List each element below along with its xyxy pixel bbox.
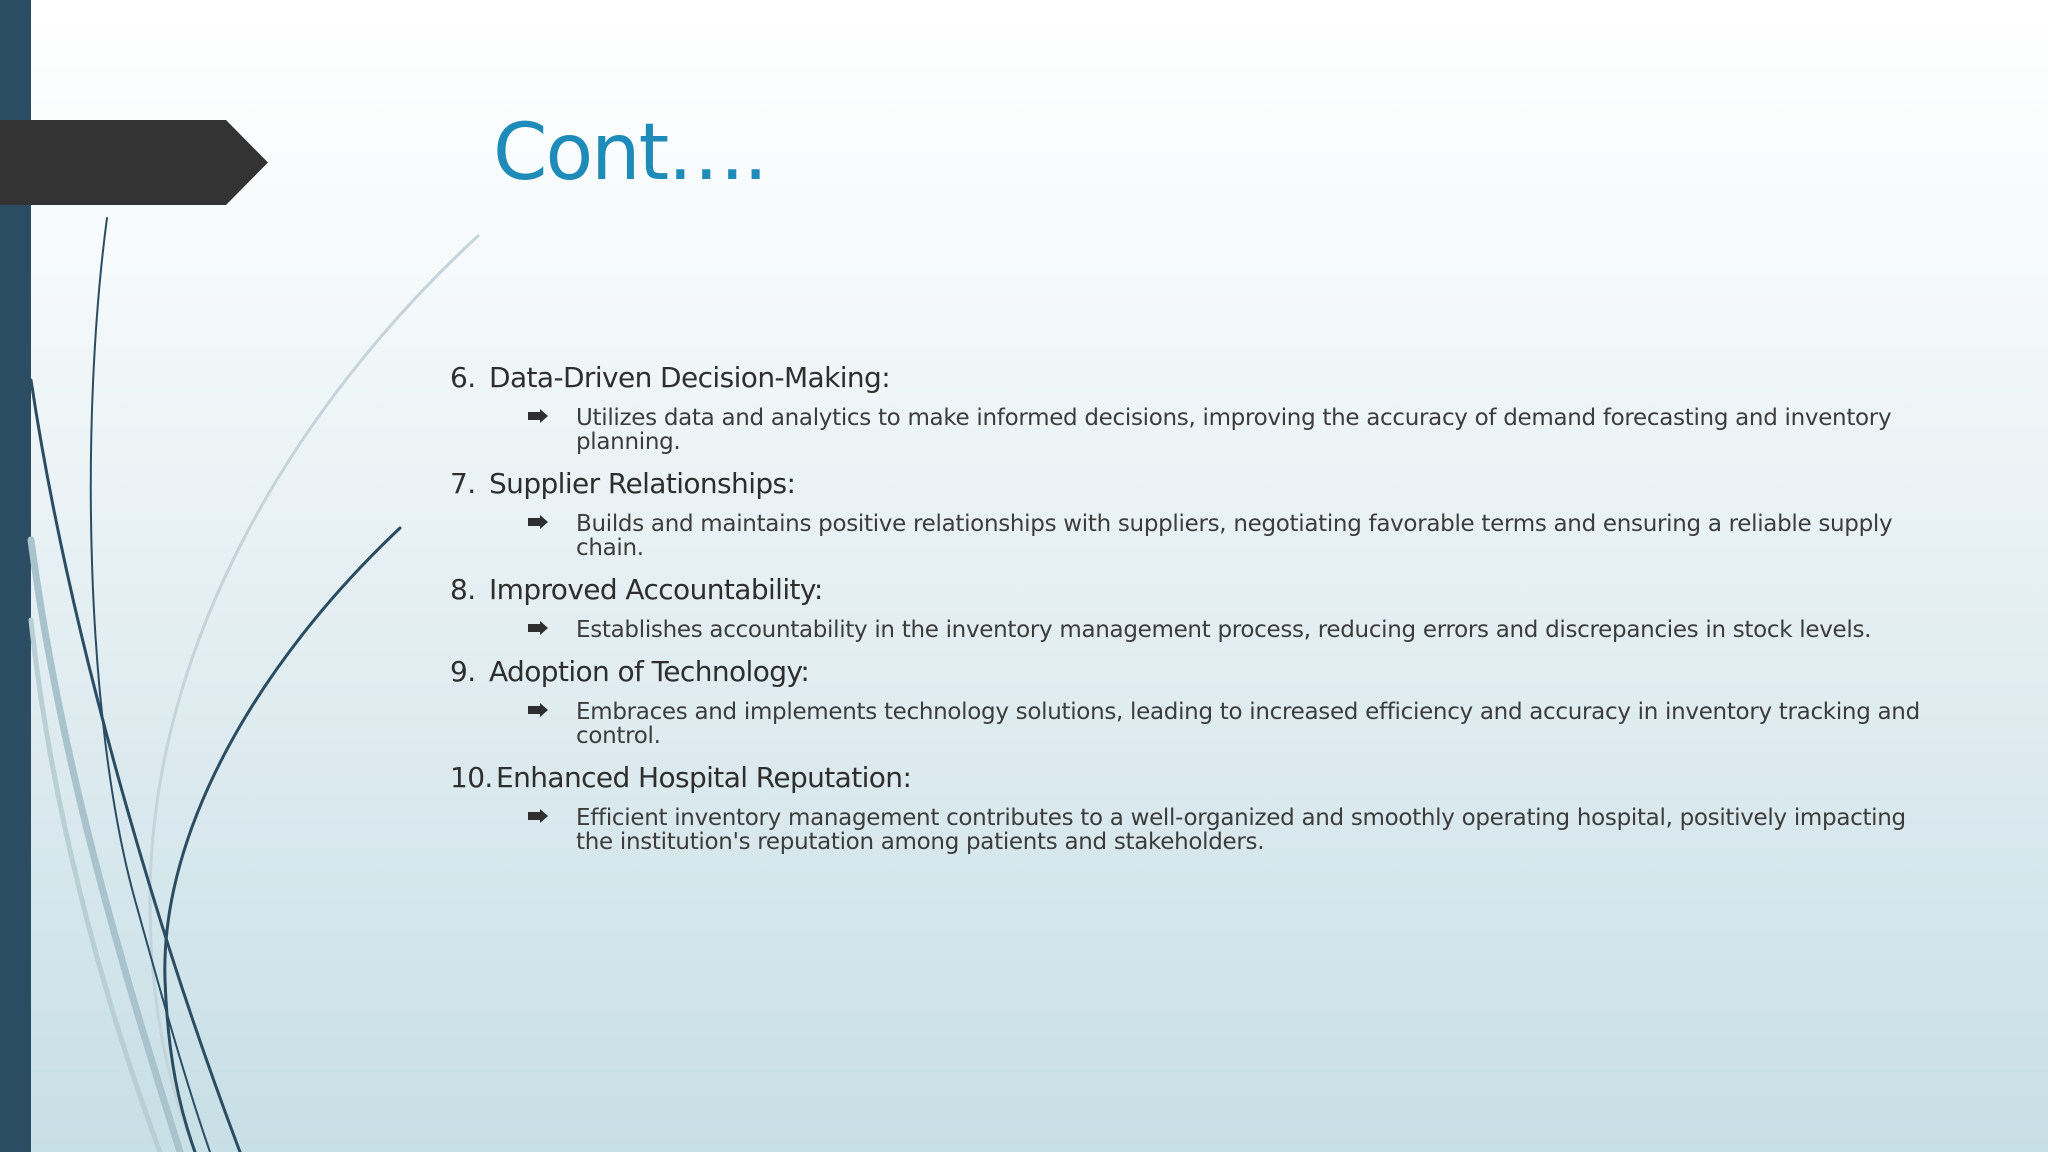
arrow-bullet-icon [528, 703, 548, 717]
list-item [450, 462, 1920, 568]
item-heading [450, 462, 1920, 506]
slide-title: Cont…. [493, 108, 766, 198]
slide-content [450, 356, 1920, 862]
item-detail [450, 506, 1920, 568]
list-item [450, 356, 1920, 462]
item-detail-text: Builds and maintains positive relationships with suppliers, negotiating favorable terms and ensuring a reliable supply chain. [576, 511, 1893, 561]
item-heading [450, 650, 1920, 694]
item-title: Data-Driven Decision-Making: [489, 361, 891, 394]
item-title: Improved Accountability: [489, 573, 823, 606]
item-number: 6. [450, 361, 476, 394]
item-detail-text: Establishes accountability in the inventory management process, reducing errors and discrepancies in stock levels. [576, 617, 1872, 643]
item-detail [450, 400, 1920, 462]
item-number: 8. [450, 573, 476, 606]
item-number: 9. [450, 655, 476, 688]
list-item [450, 756, 1920, 862]
item-detail-text: Embraces and implements technology solutions, leading to increased efficiency and accuracy in inventory tracking and control. [576, 699, 1920, 749]
item-title: Supplier Relationships: [489, 467, 796, 500]
item-detail-text: Efficient inventory management contributes to a well-organized and smoothly operating hospital, positively impacting the institution's reputation among patients and stakeholders. [576, 805, 1906, 855]
item-title: Adoption of Technology: [489, 655, 810, 688]
item-number: 10. [450, 761, 493, 794]
item-detail [450, 800, 1920, 862]
list-item [450, 568, 1920, 650]
arrow-bullet-icon [528, 621, 548, 635]
item-detail [450, 612, 1920, 650]
item-detail [450, 694, 1920, 756]
arrow-bullet-icon [528, 809, 548, 823]
item-number: 7. [450, 467, 476, 500]
item-title: Enhanced Hospital Reputation: [496, 761, 912, 794]
item-heading [450, 756, 1920, 800]
title-tab-shape [0, 120, 268, 205]
item-heading [450, 356, 1920, 400]
arrow-bullet-icon [528, 515, 548, 529]
item-detail-text: Utilizes data and analytics to make informed decisions, improving the accuracy of demand forecasting and inventory planning. [576, 405, 1892, 455]
arrow-bullet-icon [528, 409, 548, 423]
list-item [450, 650, 1920, 756]
item-heading [450, 568, 1920, 612]
